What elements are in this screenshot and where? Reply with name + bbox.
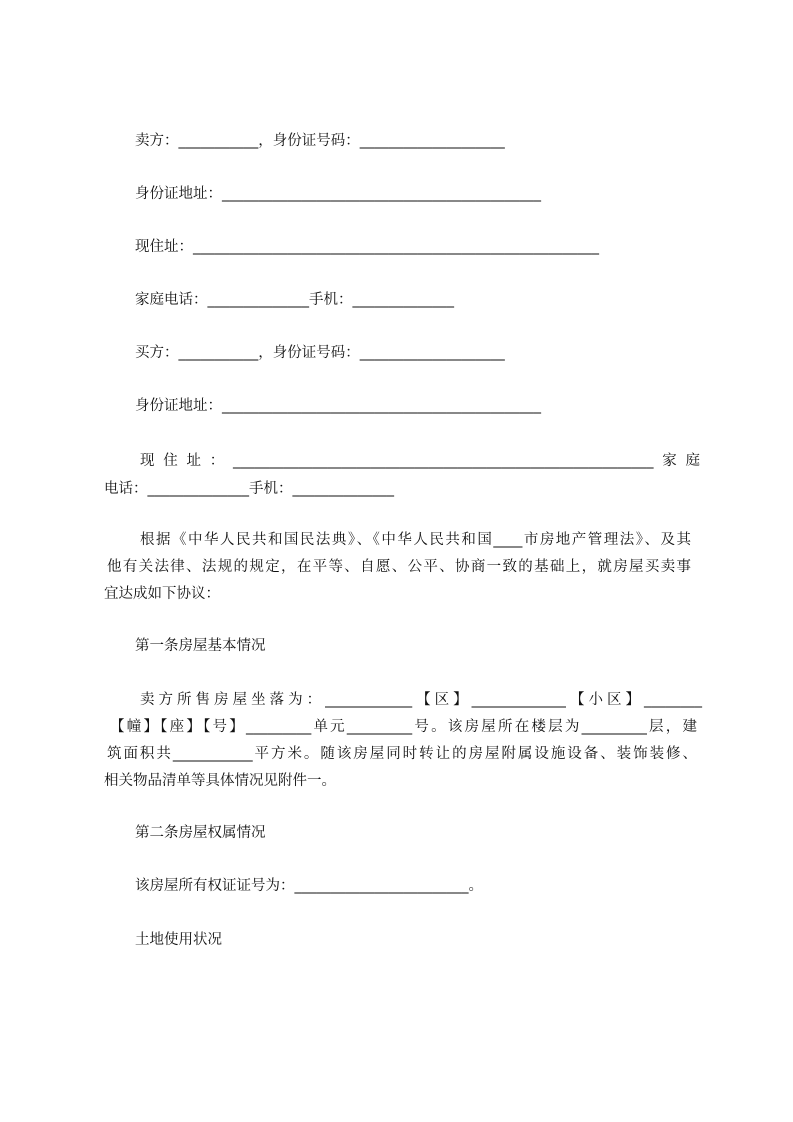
basis-paragraph-line-2: 他有关法律、法规的规定，在平等、自愿、公平、协商一致的基础上，就房屋买卖事 [107,559,691,575]
buyer-line: 买方：___________，身份证号码：____________________ [135,345,505,361]
land-use-title: 土地使用状况 [135,932,222,948]
buyer-id-address-line: 身份证地址：____________________________________________ [135,398,541,414]
buyer-address-line: 现住址：__________________________________________________________家庭 [140,453,700,469]
seller-address-line: 现住址：________________________________________________________ [135,239,599,255]
article-1-line-1: 卖方所售房屋坐落为：____________【区】_____________【小区】________ [140,692,702,708]
seller-id-address-line: 身份证地址：____________________________________________ [135,186,541,202]
article-1-line-2: 【幢】【座】【号】_________单元_________号。该房屋所在楼层为_________层，建 [110,719,697,735]
seller-phone-line: 家庭电话：______________手机：______________ [135,292,454,308]
basis-paragraph-line-1: 根据《中华人民共和国民法典》、《中华人民共和国____市房地产管理法》、及其 [140,532,691,548]
buyer-phone-line: 电话：______________手机：______________ [104,481,394,497]
article-2-title: 第二条房屋权属情况 [135,825,266,841]
article-1-line-3: 筑面积共___________平方米。随该房屋同时转让的房屋附属设施设备、装饰装修、 [107,746,697,762]
seller-line: 卖方：___________，身份证号码：____________________ [135,133,505,149]
basis-paragraph-line-3: 宜达成如下协议： [104,586,220,602]
article-1-line-4: 相关物品清单等具体情况见附件一。 [104,773,336,789]
article-1-title: 第一条房屋基本情况 [135,638,266,654]
article-2-line-1: 该房屋所有权证证号为：________________________。 [135,878,483,894]
